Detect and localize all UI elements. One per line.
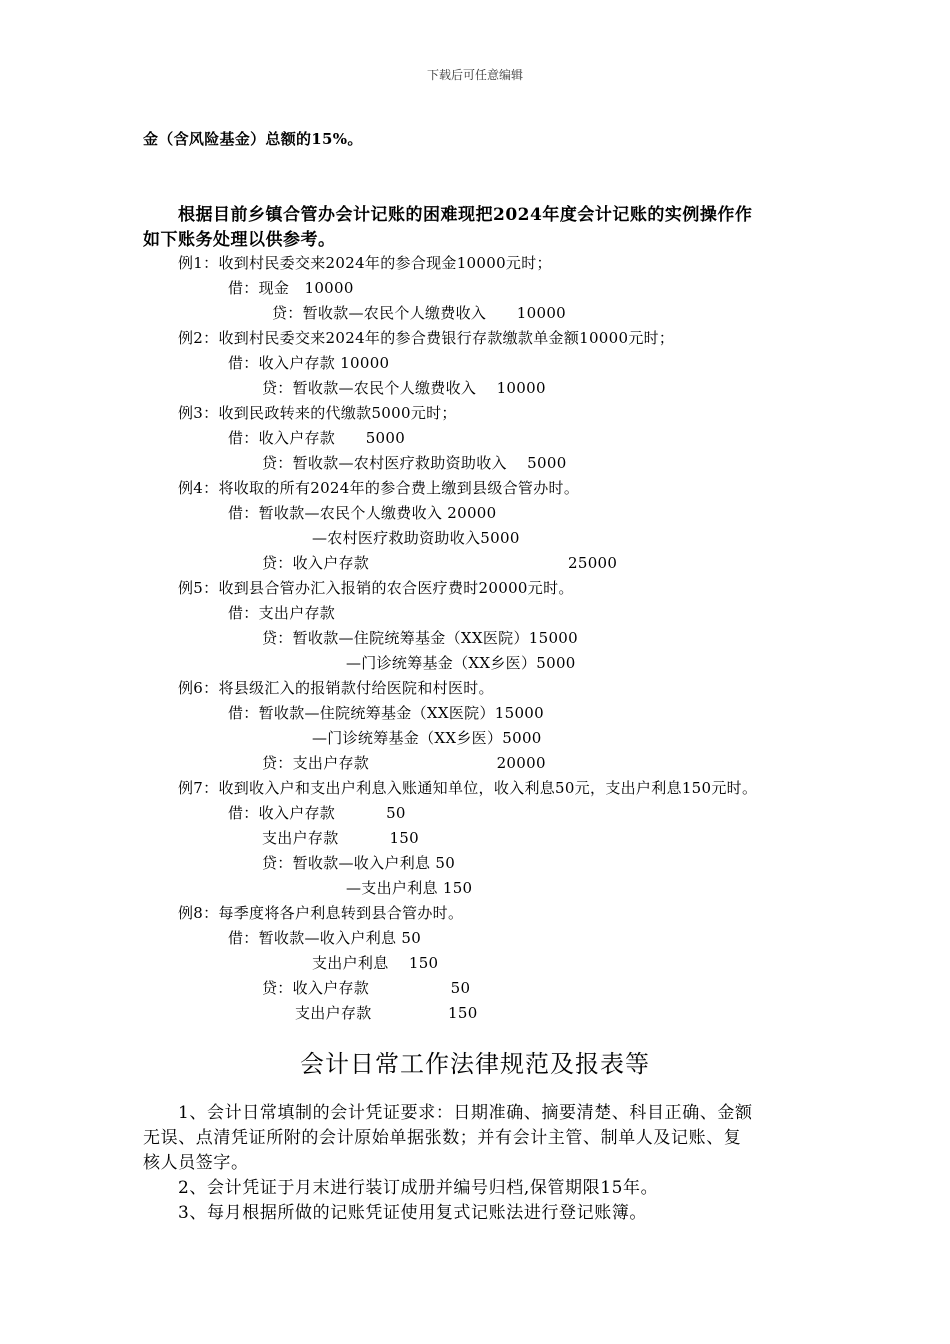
intro-line-1: 根据目前乡镇合管办会计记账的困难现把2024年度会计记账的实例操作作 [178,205,753,225]
example-5-debit: 借：支出户存款 [228,604,336,622]
example-6-debit: 借：暂收款—住院统筹基金（XX医院）15000 [228,704,544,722]
paragraph-1-line-2: 无误、点清凭证所附的会计原始单据张数；并有会计主管、制单人及记账、复 [143,1128,742,1148]
paragraph-3: 3、每月根据所做的记账凭证使用复式记账法进行登记账簿。 [178,1203,648,1223]
example-4-debit-sub: —农村医疗救助资助收入5000 [312,529,520,547]
example-1-credit: 贷：暂收款—农民个人缴费收入 10000 [272,304,567,322]
example-8-debit: 借：暂收款—收入户利息 50 [228,929,422,947]
example-5-credit-sub: —门诊统筹基金（XX乡医）5000 [346,654,576,672]
example-6-title: 例6：将县级汇入的报销款付给医院和村医时。 [178,679,494,697]
example-2-title: 例2：收到村民委交来2024年的参合费银行存款缴款单金额10000元时； [178,329,675,347]
example-8-title: 例8：每季度将各户利息转到县合管办时。 [178,904,464,922]
page-header: 下载后可任意编辑 [426,68,523,82]
example-3-credit: 贷：暂收款—农村医疗救助资助收入 5000 [262,454,567,472]
example-5-credit: 贷：暂收款—住院统筹基金（XX医院）15000 [262,629,578,647]
example-7-debit: 借：收入户存款 50 [228,804,406,822]
example-4-debit: 借：暂收款—农民个人缴费收入 20000 [228,504,497,522]
example-3-title: 例3：收到民政转来的代缴款5000元时； [178,404,457,422]
example-2-credit: 贷：暂收款—农民个人缴费收入 10000 [262,379,546,397]
paragraph-1-line-3: 核人员签字。 [143,1153,249,1173]
example-2-debit: 借：收入户存款 10000 [228,354,390,372]
example-6-credit: 贷：支出户存款 20000 [262,754,546,772]
example-8-debit-sub: 支出户利息 150 [312,954,439,972]
example-1-title: 例1：收到村民委交来2024年的参合现金10000元时； [178,254,552,272]
example-6-debit-sub: —门诊统筹基金（XX乡医）5000 [312,729,542,747]
paragraph-1-line-1: 1、会计日常填制的会计凭证要求：日期准确、摘要清楚、科目正确、金额 [178,1103,753,1123]
example-8-credit: 贷：收入户存款 50 [262,979,471,997]
example-7-credit: 贷：暂收款—收入户利息 50 [262,854,456,872]
example-7-title: 例7：收到收入户和支出户利息入账通知单位，收入利息50元，支出户利息150元时。 [178,779,758,797]
example-7-debit-sub: 支出户存款 150 [262,829,419,847]
example-8-credit-sub: 支出户存款 150 [295,1004,478,1022]
example-4-credit: 贷：收入户存款 25000 [262,554,618,572]
paragraph-2: 2、会计凭证于月末进行装订成册并编号归档,保管期限15年。 [178,1178,659,1198]
section-title: 会计日常工作法律规范及报表等 [300,1050,650,1078]
example-3-debit: 借：收入户存款 5000 [228,429,406,447]
example-7-credit-sub: —支出户利息 150 [346,879,473,897]
intro-line-2: 如下账务处理以供参考。 [143,230,336,250]
example-1-debit: 借：现金 10000 [228,279,354,297]
carryover-line: 金（含风险基金）总额的15%。 [143,130,363,148]
example-4-title: 例4：将收取的所有2024年的参合费上缴到县级合管办时。 [178,479,580,497]
example-5-title: 例5：收到县合管办汇入报销的农合医疗费时20000元时。 [178,579,574,597]
